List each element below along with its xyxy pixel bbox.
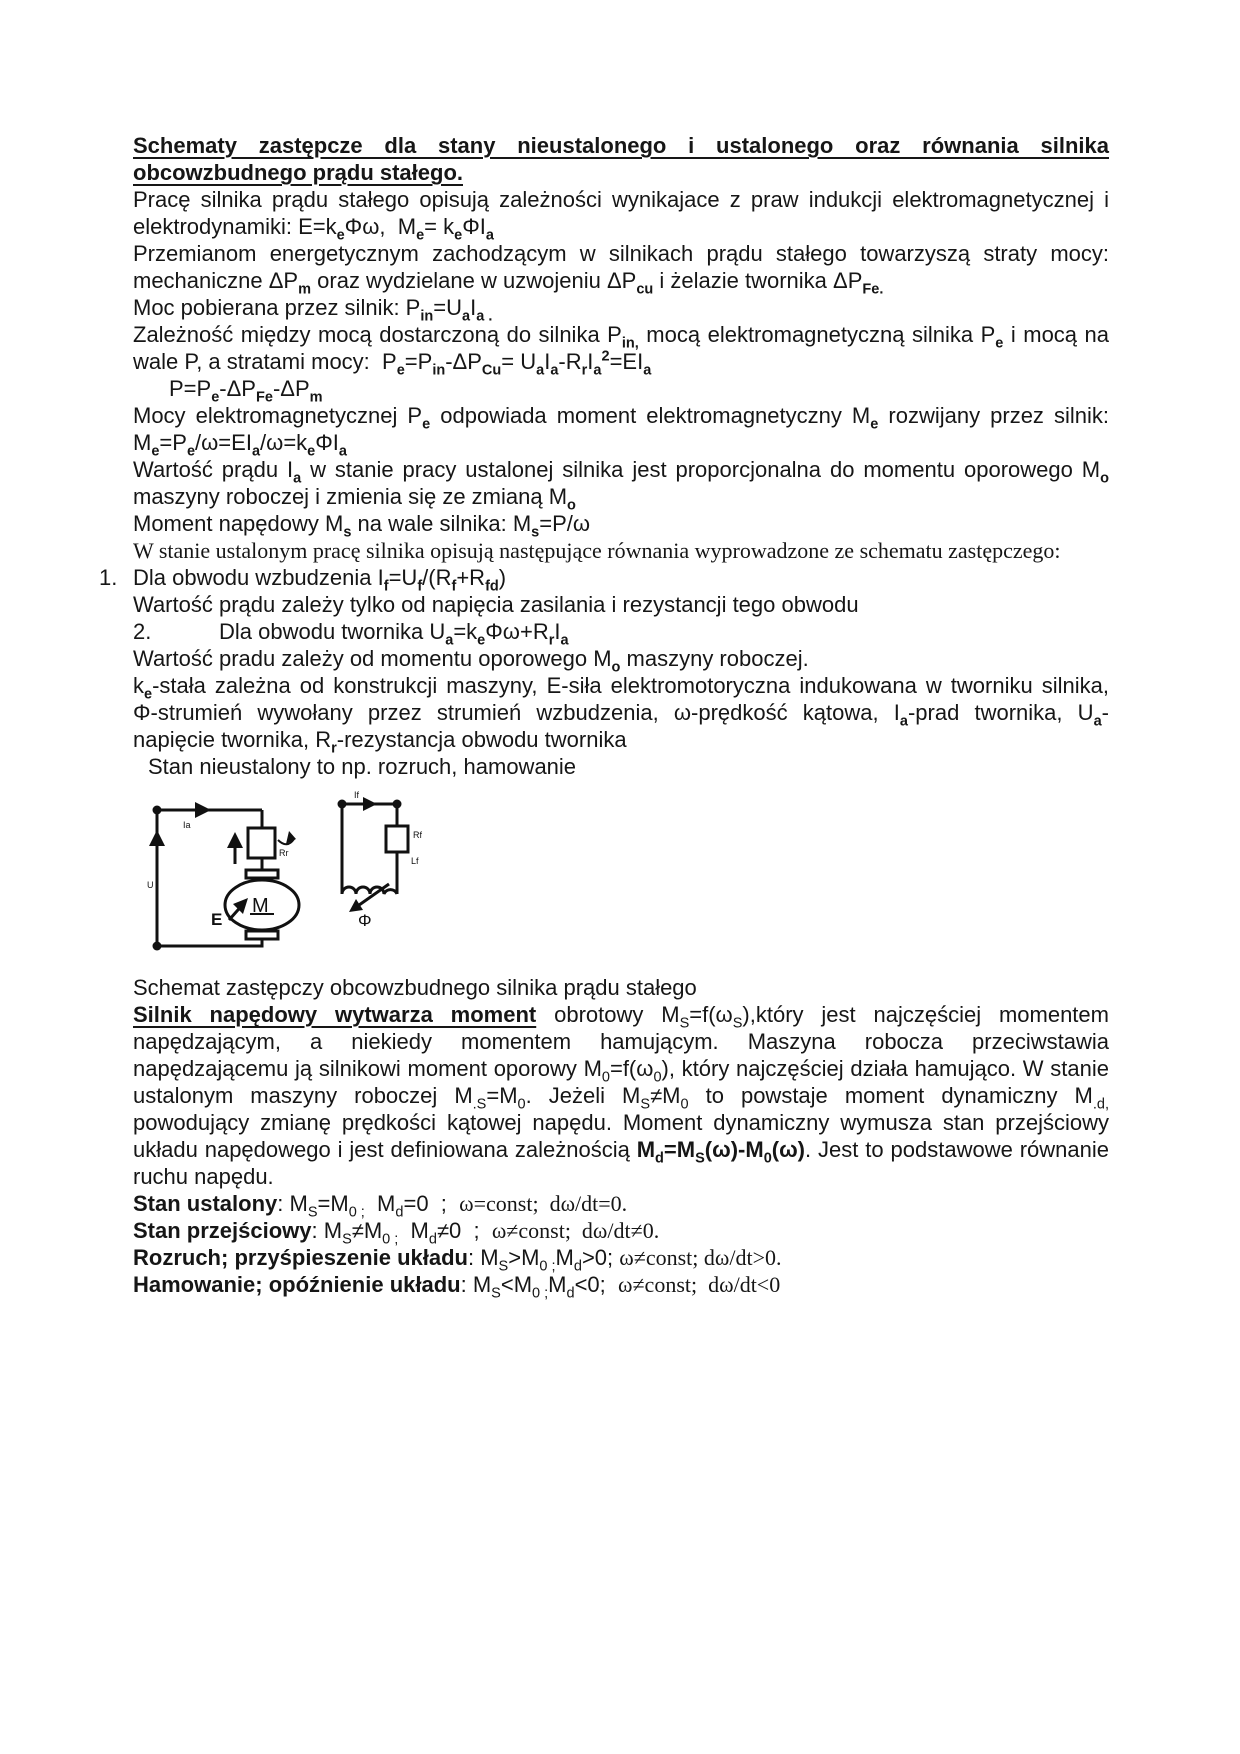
- text-run: ): [498, 565, 507, 590]
- text-run: S: [498, 1258, 509, 1275]
- text-run: w stanie pracy ustalonej silnika jest proporcjonalna do momentu oporowego M: [301, 457, 1101, 482]
- text-run: S: [307, 1204, 318, 1221]
- text-run: d: [428, 1231, 437, 1248]
- text-run: cu: [636, 281, 654, 298]
- text-run: Schemat zastępczy obcowzbudnego silnika prądu stałego: [133, 975, 697, 1000]
- text-run: to powstaje moment dynamiczny M: [688, 1083, 1093, 1108]
- text-run: S: [342, 1231, 352, 1248]
- text-run: ω≠const; dω/dt<0: [618, 1272, 781, 1297]
- text-run: -ΔP: [219, 376, 256, 401]
- text-run: Wartość prądu zależy tylko od napięcia zasilania i rezystancji tego obwodu: [133, 592, 859, 617]
- paragraph: [133, 1271, 1109, 1302]
- text-run: = U: [501, 349, 537, 374]
- text-run: -ΔP: [445, 349, 482, 374]
- text-run: m: [309, 389, 323, 406]
- text-run: Dla obwodu wzbudzenia I: [133, 565, 384, 590]
- text-run: M: [636, 1137, 656, 1162]
- text-run: S: [695, 1150, 705, 1167]
- text-run: ≠M: [650, 1083, 681, 1108]
- paragraph: [133, 186, 1109, 244]
- text-run: Hamowanie; opóźnienie układu: [133, 1272, 461, 1297]
- text-run: e: [307, 443, 316, 460]
- text-run: Stan przejściowy: [133, 1218, 312, 1243]
- text-run: .S: [472, 1096, 487, 1113]
- paragraph: [133, 240, 1109, 298]
- text-run: +R: [456, 565, 486, 590]
- text-run: ω=const; dω/dt=0.: [459, 1191, 628, 1216]
- text-run: M: [555, 1245, 574, 1270]
- text-run: -ΔP: [272, 376, 310, 401]
- text-run: =M: [486, 1083, 518, 1108]
- text-run: r: [331, 740, 337, 757]
- text-run: (ω)-M: [704, 1137, 764, 1162]
- text-run: 0: [653, 1069, 662, 1086]
- text-run: Pracę silnika prądu stałego opisują zależności wynikajace z praw indukcji elektromagnetycznej i elektrodynamiki: E=k: [133, 187, 1109, 239]
- paragraph: [133, 645, 1109, 676]
- text-run: na wale silnika: M: [351, 511, 532, 536]
- paragraph: [133, 1217, 1109, 1248]
- text-run: a: [899, 713, 908, 730]
- text-run: Cu: [481, 362, 502, 379]
- text-run: d: [655, 1150, 664, 1167]
- text-run: Zależność między mocą dostarczoną do silnika P: [133, 322, 622, 347]
- text-run: e: [186, 443, 196, 460]
- text-run: Stan nieustalony to np. rozruch, hamowanie: [148, 754, 577, 779]
- text-run: . Jeżeli M: [525, 1083, 641, 1108]
- text-run: 0 ;: [532, 1285, 549, 1302]
- text-run: a: [445, 632, 454, 649]
- paragraph: [133, 1190, 1109, 1221]
- text-run: e: [396, 362, 405, 379]
- text-run: Silnik napędowy wytwarza moment: [133, 1002, 537, 1027]
- text-run: e: [995, 335, 1004, 352]
- text-run: 0: [763, 1150, 772, 1167]
- text-run: Φω, M: [344, 214, 417, 239]
- text-run: ω≠const; dω/dt>0.: [619, 1245, 782, 1270]
- text-run: /ω=EI: [195, 430, 252, 455]
- list-number: 1.: [99, 565, 118, 590]
- text-run: =k: [453, 619, 478, 644]
- text-run: 0: [601, 1069, 610, 1086]
- emf-label: E: [211, 910, 223, 929]
- armature-resistance-label: Rr: [279, 848, 289, 858]
- text-run: ΦI: [462, 214, 486, 239]
- field-circuit-wires: [342, 804, 408, 910]
- text-run: ), który najczęściej działa hamująco. W stanie ustalonym maszyny roboczej M: [133, 1056, 1109, 1108]
- field-current-arrowhead: [363, 797, 377, 811]
- text-run: d: [566, 1285, 575, 1302]
- text-run: Moc pobierana przez silnik: P: [133, 295, 421, 320]
- text-run: : M: [460, 1272, 492, 1297]
- text-run: <0;: [574, 1272, 618, 1297]
- text-run: P=P: [169, 376, 212, 401]
- text-run: : M: [467, 1245, 499, 1270]
- text-run: 2: [601, 348, 610, 365]
- text-run: s: [531, 524, 540, 541]
- text-run: ΦI: [315, 430, 339, 455]
- paragraph: [133, 537, 1109, 564]
- text-run: 0 ;: [382, 1231, 399, 1248]
- text-run: o: [567, 497, 576, 514]
- text-run: I: [470, 295, 477, 320]
- text-run: : M: [277, 1191, 308, 1216]
- text-run: Przemianom energetycznym zachodzącym w silnikach prądu stałego towarzyszą straty mocy: mechaniczne ΔP: [133, 241, 1109, 293]
- text-run: W stanie ustalonym pracę silnika opisują następujące równania wyprowadzone ze schematu zastępczego:: [133, 538, 1061, 563]
- text-run: e: [477, 632, 486, 649]
- text-run: ≠0 ;: [436, 1218, 492, 1243]
- text-run: : M: [311, 1218, 343, 1243]
- text-run: in,: [621, 335, 639, 352]
- text-run: Fe.: [862, 281, 884, 298]
- text-run: a: [536, 362, 545, 379]
- armature-current-label: Ia: [183, 820, 191, 830]
- text-run: M: [364, 1191, 396, 1216]
- paragraph: [133, 402, 1109, 460]
- text-run: >M: [508, 1245, 540, 1270]
- text-run: /(R: [422, 565, 452, 590]
- paragraph: [133, 1001, 1109, 1190]
- text-run: a: [485, 227, 494, 244]
- text-run: m: [298, 281, 312, 298]
- text-run: .d,: [1092, 1096, 1109, 1113]
- text-run: Dla obwodu twornika U: [219, 619, 446, 644]
- text-run: ω≠const; dω/dt≠0.: [491, 1218, 660, 1243]
- text-run: o: [611, 659, 621, 676]
- text-run: Wartość pradu zależy od momentu oporowego M: [133, 646, 612, 671]
- armature-circuit-wires: [157, 810, 299, 946]
- text-run: S: [732, 1015, 743, 1032]
- text-run: e: [454, 227, 463, 244]
- diagram-caption: [133, 974, 1109, 1001]
- text-run: ),który jest najczęściej momentem napędzającym, a niekiedy momentem hamującym. Maszyna robocza przeciwstawia napędzającemu ją silnikowi moment oporowy M: [133, 1002, 1109, 1081]
- text-run: a: [550, 362, 559, 379]
- text-run: maszyny roboczej.: [620, 646, 809, 671]
- text-run: maszyny roboczej i zmienia się ze zmianą M: [133, 484, 568, 509]
- text-run: a: [338, 443, 347, 460]
- text-run: a: [293, 470, 302, 487]
- text-run: (ω): [771, 1137, 806, 1162]
- document-title: [133, 132, 1109, 186]
- text-run: I: [544, 349, 551, 374]
- text-run: = k: [424, 214, 455, 239]
- text-run: a: [251, 443, 261, 460]
- text-run: .: [484, 308, 493, 325]
- box-voltage-arrowhead: [227, 832, 243, 848]
- text-run: S: [679, 1015, 690, 1032]
- text-run: a: [462, 308, 471, 325]
- text-run: Schematy zastępcze dla stany nieustalonego i ustalonego oraz równania silnika obcowzbudnego prądu stałego.: [133, 133, 1109, 185]
- text-run: oraz wydzielane w uzwojeniu ΔP: [311, 268, 637, 293]
- text-run: i mocą na wale P, a stratami mocy: P: [133, 322, 1110, 374]
- brush-bar-top: [246, 870, 278, 878]
- text-run: =U: [433, 295, 463, 320]
- paragraph: [133, 510, 1109, 541]
- text-run: <M: [500, 1272, 533, 1297]
- text-run: Fe: [255, 389, 273, 406]
- text-run: =U: [388, 565, 418, 590]
- motor-label: M: [252, 895, 269, 917]
- text-run: =0 ;: [403, 1191, 460, 1216]
- text-run: e: [211, 389, 220, 406]
- text-run: /ω=k: [260, 430, 308, 455]
- text-run: a: [560, 632, 569, 649]
- text-run: a: [1093, 713, 1102, 730]
- paragraph: [133, 591, 1109, 618]
- text-run: -stała zależna od konstrukcji maszyny, E-siła elektromotoryczna indukowana w tworniku silnika, Φ-strumień wywołany przez strumień wzbudzenia, ω-prędkość kątowa, I: [133, 673, 1109, 725]
- paragraph: [133, 294, 1109, 325]
- text-run: k: [133, 673, 144, 698]
- text-run: a: [643, 362, 652, 379]
- flux-label: Φ: [358, 911, 372, 930]
- paragraph: [133, 1244, 1109, 1275]
- text-run: in: [420, 308, 434, 325]
- text-run: 0 ;: [539, 1258, 556, 1275]
- paragraph: [133, 672, 1109, 757]
- text-run: 0 ;: [348, 1204, 365, 1221]
- paragraph: [133, 321, 1110, 379]
- list-item-2: [133, 618, 1109, 649]
- text-run: r: [581, 362, 588, 379]
- text-run: 2.: [133, 619, 152, 644]
- text-run: Mocy elektromagnetycznej P: [133, 403, 423, 428]
- equivalent-circuit-diagram: [147, 788, 479, 966]
- text-run: 0: [517, 1096, 526, 1113]
- armature-resistor-box: [248, 828, 275, 858]
- text-run: Rozruch; przyśpieszenie układu: [133, 1245, 468, 1270]
- text-run: =P: [404, 349, 433, 374]
- field-current-label: If: [354, 790, 360, 800]
- paragraph: [133, 375, 1109, 406]
- text-run: e: [144, 686, 153, 703]
- text-run: rozwijany przez silnik: M: [133, 403, 1109, 455]
- text-run: Φω+R: [485, 619, 549, 644]
- text-run: M: [398, 1218, 429, 1243]
- text-run: s: [343, 524, 352, 541]
- text-run: f: [451, 578, 457, 595]
- text-run: mocą elektromagnetyczną silnika P: [638, 322, 996, 347]
- text-run: e: [422, 416, 431, 433]
- text-run: >0;: [581, 1245, 620, 1270]
- text-run: f: [417, 578, 423, 595]
- text-run: I: [587, 349, 594, 374]
- text-run: d: [395, 1204, 404, 1221]
- text-run: a: [476, 308, 485, 325]
- text-run: Moment napędowy M: [133, 511, 344, 536]
- text-run: d: [573, 1258, 582, 1275]
- paragraph: [133, 753, 1109, 780]
- text-run: Wartość prądu I: [133, 457, 294, 482]
- text-run: in: [432, 362, 446, 379]
- text-run: r: [548, 632, 555, 649]
- text-run: S: [640, 1096, 651, 1113]
- text-run: e: [151, 443, 160, 460]
- text-run: e: [416, 227, 425, 244]
- text-run: =f(ω: [689, 1002, 733, 1027]
- text-run: f: [383, 578, 389, 595]
- text-run: M: [548, 1272, 567, 1297]
- text-run: =M: [317, 1191, 349, 1216]
- text-run: -rezystancja obwodu twornika: [336, 727, 627, 752]
- text-run: ≠M: [351, 1218, 383, 1243]
- brush-bar-bottom: [246, 931, 278, 939]
- text-run: . Jest to podstawowe równanie ruchu napędu.: [133, 1137, 1109, 1189]
- text-run: S: [491, 1285, 501, 1302]
- paragraph: [133, 456, 1109, 514]
- document-body: [99, 132, 1110, 1302]
- supply-voltage-arrowhead: [149, 830, 165, 846]
- text-run: e: [870, 416, 879, 433]
- text-run: Stan ustalony: [133, 1191, 278, 1216]
- text-run: =EI: [609, 349, 644, 374]
- field-resistor-box: [386, 826, 408, 852]
- text-run: -prad twornika, U: [907, 700, 1094, 725]
- text-run: -R: [558, 349, 582, 374]
- supply-voltage-label: U: [147, 880, 154, 890]
- text-run: a: [593, 362, 602, 379]
- text-run: -napięcie twornika, R: [133, 700, 1109, 752]
- circuit-svg: [147, 788, 479, 966]
- text-run: =P: [159, 430, 187, 455]
- text-run: odpowiada moment elektromagnetyczny M: [430, 403, 871, 428]
- text-run: obrotowy M: [536, 1002, 680, 1027]
- field-resistance-label: Rf: [413, 830, 422, 840]
- text-run: o: [1100, 470, 1109, 487]
- text-run: I: [554, 619, 561, 644]
- text-run: i żelazie twornika ΔP: [653, 268, 863, 293]
- text-run: 0: [680, 1096, 689, 1113]
- field-coil: [342, 887, 397, 894]
- text-run: powodujący zmianę prędkości kątowej napędu. Moment dynamiczny wymusza stan przejściowy układu napędowego i jest definiowana zależnością: [133, 1110, 1109, 1162]
- armature-current-arrowhead: [195, 802, 211, 818]
- text-run: =M: [663, 1137, 696, 1162]
- list-item-1: [99, 564, 1109, 595]
- field-inductance-label: Lf: [411, 856, 419, 866]
- text-run: e: [336, 227, 345, 244]
- text-run: fd: [485, 578, 499, 595]
- text-run: =f(ω: [609, 1056, 654, 1081]
- text-run: =P/ω: [539, 511, 591, 536]
